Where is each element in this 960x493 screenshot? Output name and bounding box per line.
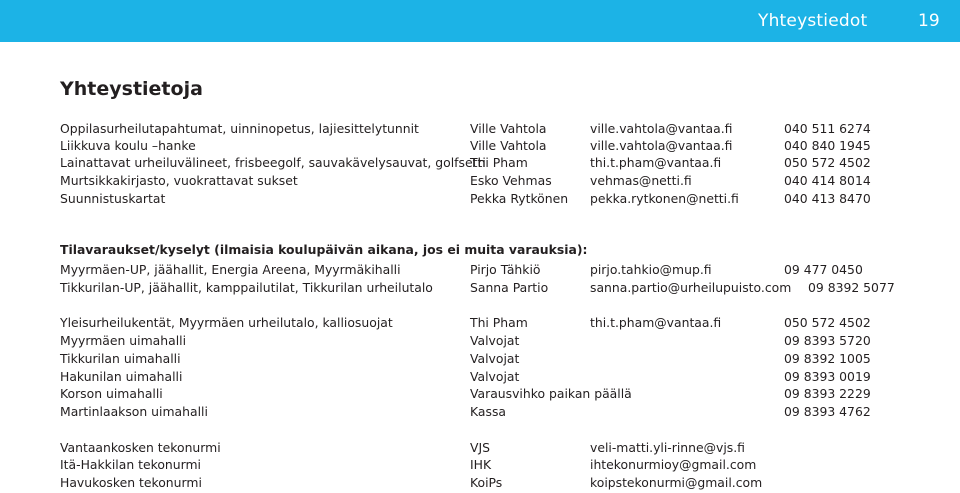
contact-row <box>0 261 960 278</box>
contact-email[interactable]: ihtekonurmioy@gmail.com <box>590 457 757 472</box>
contact-email[interactable]: veli-matti.yli-rinne@vjs.fi <box>590 440 745 455</box>
contact-email[interactable]: ville.vahtola@vantaa.fi <box>590 121 733 136</box>
reservations-heading: Tilavaraukset/kyselyt (ilmaisia koulupäivän aikana, jos ei muita varauksia): <box>60 242 588 257</box>
contact-row <box>0 279 960 296</box>
page-number: 19 <box>918 11 940 31</box>
contact-phone: 040 511 6274 <box>784 121 871 136</box>
contact-row <box>0 368 960 385</box>
contact-row <box>0 120 960 137</box>
contact-row <box>0 474 960 491</box>
contact-topic: Korson uimahalli <box>60 386 163 401</box>
contact-name: Sanna Partio <box>470 280 549 295</box>
contact-topic: Hakunilan uimahalli <box>60 369 183 384</box>
contact-name: Valvojat <box>470 351 520 366</box>
contact-row <box>0 172 960 189</box>
contact-topic: Myyrmäen-UP, jäähallit, Energia Areena, Myyrmäkihalli <box>60 262 401 277</box>
contact-phone: 09 8393 2229 <box>784 386 871 401</box>
contact-phone: 050 572 4502 <box>784 155 871 170</box>
contact-topic: Tikkurilan uimahalli <box>60 351 181 366</box>
contact-row <box>0 154 960 171</box>
contact-phone: 09 8393 0019 <box>784 369 871 384</box>
contact-name: Ville Vahtola <box>470 138 547 153</box>
contact-email[interactable]: pirjo.tahkio@mup.fi <box>590 262 712 277</box>
contact-phone: 040 413 8470 <box>784 191 871 206</box>
contact-phone: 09 477 0450 <box>784 262 863 277</box>
contact-name: Varausvihko paikan päällä <box>470 386 632 401</box>
contact-topic: Martinlaakson uimahalli <box>60 404 208 419</box>
contact-phone: 09 8392 5077 <box>808 280 895 295</box>
contact-row <box>0 456 960 473</box>
contact-name: KoiPs <box>470 475 503 490</box>
contact-email[interactable]: ville.vahtola@vantaa.fi <box>590 138 733 153</box>
section-title: Yhteystiedot <box>758 11 868 31</box>
contact-topic: Murtsikkakirjasto, vuokrattavat sukset <box>60 173 298 188</box>
contact-name: VJS <box>470 440 490 455</box>
contact-email[interactable]: koipstekonurmi@gmail.com <box>590 475 763 490</box>
contact-row <box>0 385 960 402</box>
contact-name: Pekka Rytkönen <box>470 191 569 206</box>
top-bar <box>0 0 960 42</box>
contact-phone: 09 8392 1005 <box>784 351 871 366</box>
contact-topic: Itä-Hakkilan tekonurmi <box>60 457 201 472</box>
contact-phone: 09 8393 4762 <box>784 404 871 419</box>
contact-phone: 040 414 8014 <box>784 173 871 188</box>
contact-name: Valvojat <box>470 369 520 384</box>
contact-name: Ville Vahtola <box>470 121 547 136</box>
contact-topic: Oppilasurheilutapahtumat, uinninopetus, lajiesittelytunnit <box>60 121 419 136</box>
contact-row <box>0 190 960 207</box>
contact-topic: Vantaankosken tekonurmi <box>60 440 221 455</box>
contact-topic: Tikkurilan-UP, jäähallit, kamppailutilat, Tikkurilan urheilutalo <box>60 280 433 295</box>
contact-row <box>0 332 960 349</box>
contact-topic: Myyrmäen uimahalli <box>60 333 187 348</box>
contact-name: Thi Pham <box>470 315 528 330</box>
contact-phone: 09 8393 5720 <box>784 333 871 348</box>
contact-email[interactable]: thi.t.pham@vantaa.fi <box>590 315 722 330</box>
contact-name: Kassa <box>470 404 507 419</box>
contact-email[interactable]: pekka.rytkonen@netti.fi <box>590 191 739 206</box>
contact-topic: Liikkuva koulu –hanke <box>60 138 196 153</box>
contact-email[interactable]: thi.t.pham@vantaa.fi <box>590 155 722 170</box>
contact-name: Esko Vehmas <box>470 173 552 188</box>
contact-name: Valvojat <box>470 333 520 348</box>
contact-row <box>0 350 960 367</box>
contact-name: Thi Pham <box>470 155 528 170</box>
contact-topic: Suunnistuskartat <box>60 191 166 206</box>
contact-row <box>0 439 960 456</box>
contact-row <box>0 137 960 154</box>
contact-topic: Havukosken tekonurmi <box>60 475 202 490</box>
contact-phone: 050 572 4502 <box>784 315 871 330</box>
contact-email[interactable]: vehmas@netti.fi <box>590 173 692 188</box>
contact-topic: Lainattavat urheiluvälineet, frisbeegolf, sauvakävelysauvat, golfsetti <box>60 155 486 170</box>
page-title: Yhteystietoja <box>60 78 203 100</box>
contact-email[interactable]: sanna.partio@urheilupuisto.com <box>590 280 792 295</box>
contact-row <box>0 314 960 331</box>
contact-topic: Yleisurheilukentät, Myyrmäen urheilutalo, kalliosuojat <box>60 315 393 330</box>
contact-row <box>0 403 960 420</box>
contact-name: IHK <box>470 457 492 472</box>
contact-name: Pirjo Tähkiö <box>470 262 541 277</box>
contact-phone: 040 840 1945 <box>784 138 871 153</box>
